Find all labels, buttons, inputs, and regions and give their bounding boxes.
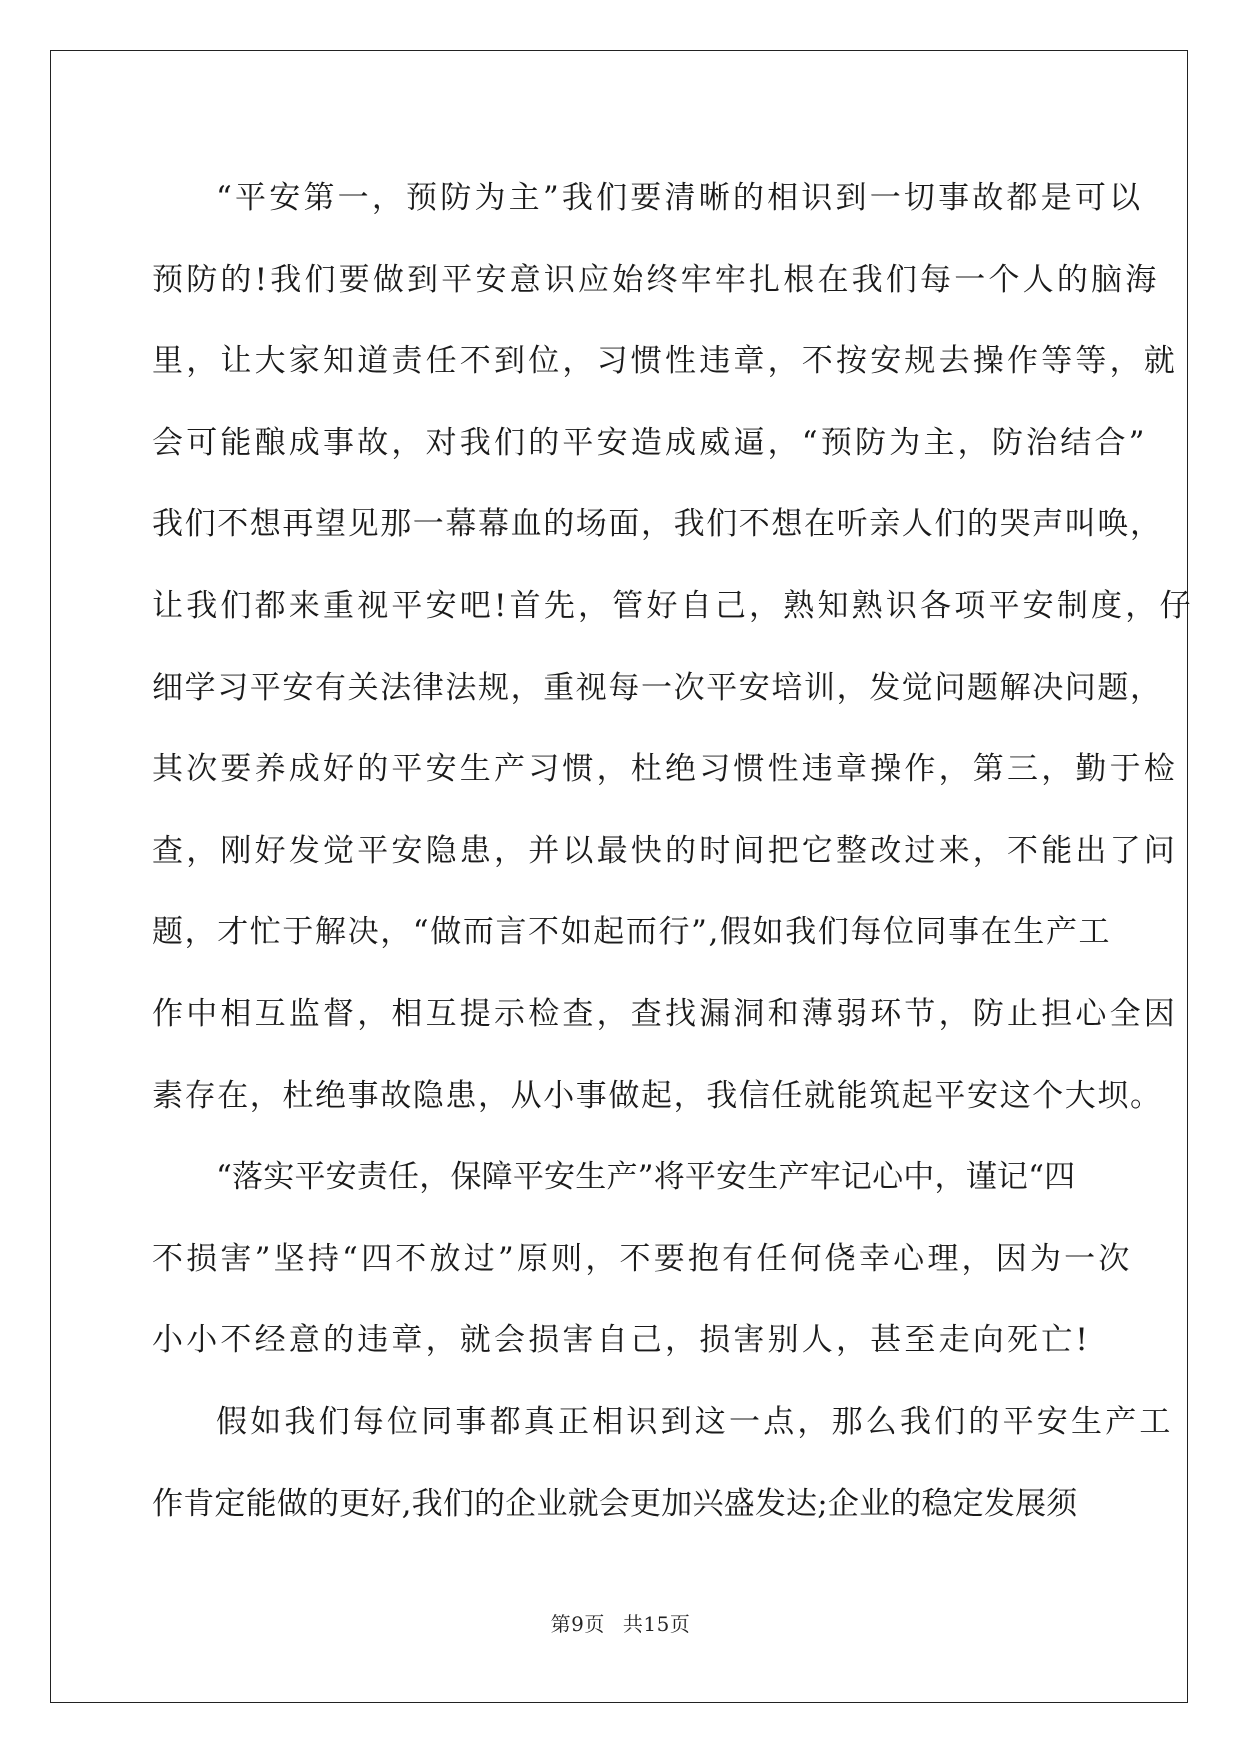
paragraph-line: 作中相互监督，相互提示检查，查找漏洞和薄弱环节，防止担心全因 bbox=[152, 995, 1178, 1032]
paragraph-line: 查，刚好发觉平安隐患，并以最快的时间把它整改过来，不能出了问 bbox=[152, 832, 1178, 869]
page-footer bbox=[0, 1608, 1241, 1637]
paragraph-line: “落实平安责任，保障平安生产”将平安生产牢记心中，谨记“四 bbox=[216, 1159, 1076, 1196]
page-total: 共15页 bbox=[622, 1612, 691, 1636]
paragraph-line: 其次要养成好的平安生产习惯，杜绝习惯性违章操作，第三，勤于检 bbox=[152, 751, 1178, 788]
paragraph-line: 我们不想再望见那一幕幕血的场面，我们不想在听亲人们的哭声叫唤， bbox=[152, 506, 1163, 543]
document-body bbox=[152, 158, 1194, 1545]
paragraph-line: 题，才忙于解决，“做而言不如起而行”,假如我们每位同事在生产工 bbox=[152, 914, 1112, 951]
paragraph-line: 作肯定能做的更好,我们的企业就会更加兴盛发达;企业的稳定发展须 bbox=[152, 1485, 1078, 1522]
paragraph-line: 素存在，杜绝事故隐患，从小事做起，我信任就能筑起平安这个大坝。 bbox=[152, 1077, 1163, 1114]
paragraph-line: 不损害”坚持“四不放过”原则，不要抱有任何侥幸心理，因为一次 bbox=[152, 1240, 1133, 1277]
paragraph-line: 里，让大家知道责任不到位，习惯性违章，不按安规去操作等等，就 bbox=[152, 343, 1178, 380]
paragraph-line: 让我们都来重视平安吧!首先，管好自己，熟知熟识各项平安制度，仔 bbox=[152, 587, 1194, 624]
paragraph-line: “平安第一，预防为主”我们要清晰的相识到一切事故都是可以 bbox=[216, 180, 1144, 216]
page-number: 第9页 bbox=[550, 1612, 605, 1636]
paragraph-line: 预防的!我们要做到平安意识应始终牢牢扎根在我们每一个人的脑海 bbox=[152, 261, 1160, 298]
paragraph-line: 假如我们每位同事都真正相识到这一点，那么我们的平安生产工 bbox=[216, 1403, 1174, 1440]
paragraph-line: 会可能酿成事故，对我们的平安造成威逼，“预防为主，防治结合” bbox=[152, 424, 1148, 461]
paragraph-line: 细学习平安有关法律法规，重视每一次平安培训，发觉问题解决问题， bbox=[152, 669, 1163, 706]
paragraph-line: 小小不经意的违章，就会损害自己，损害别人，甚至走向死亡! bbox=[152, 1322, 1092, 1359]
